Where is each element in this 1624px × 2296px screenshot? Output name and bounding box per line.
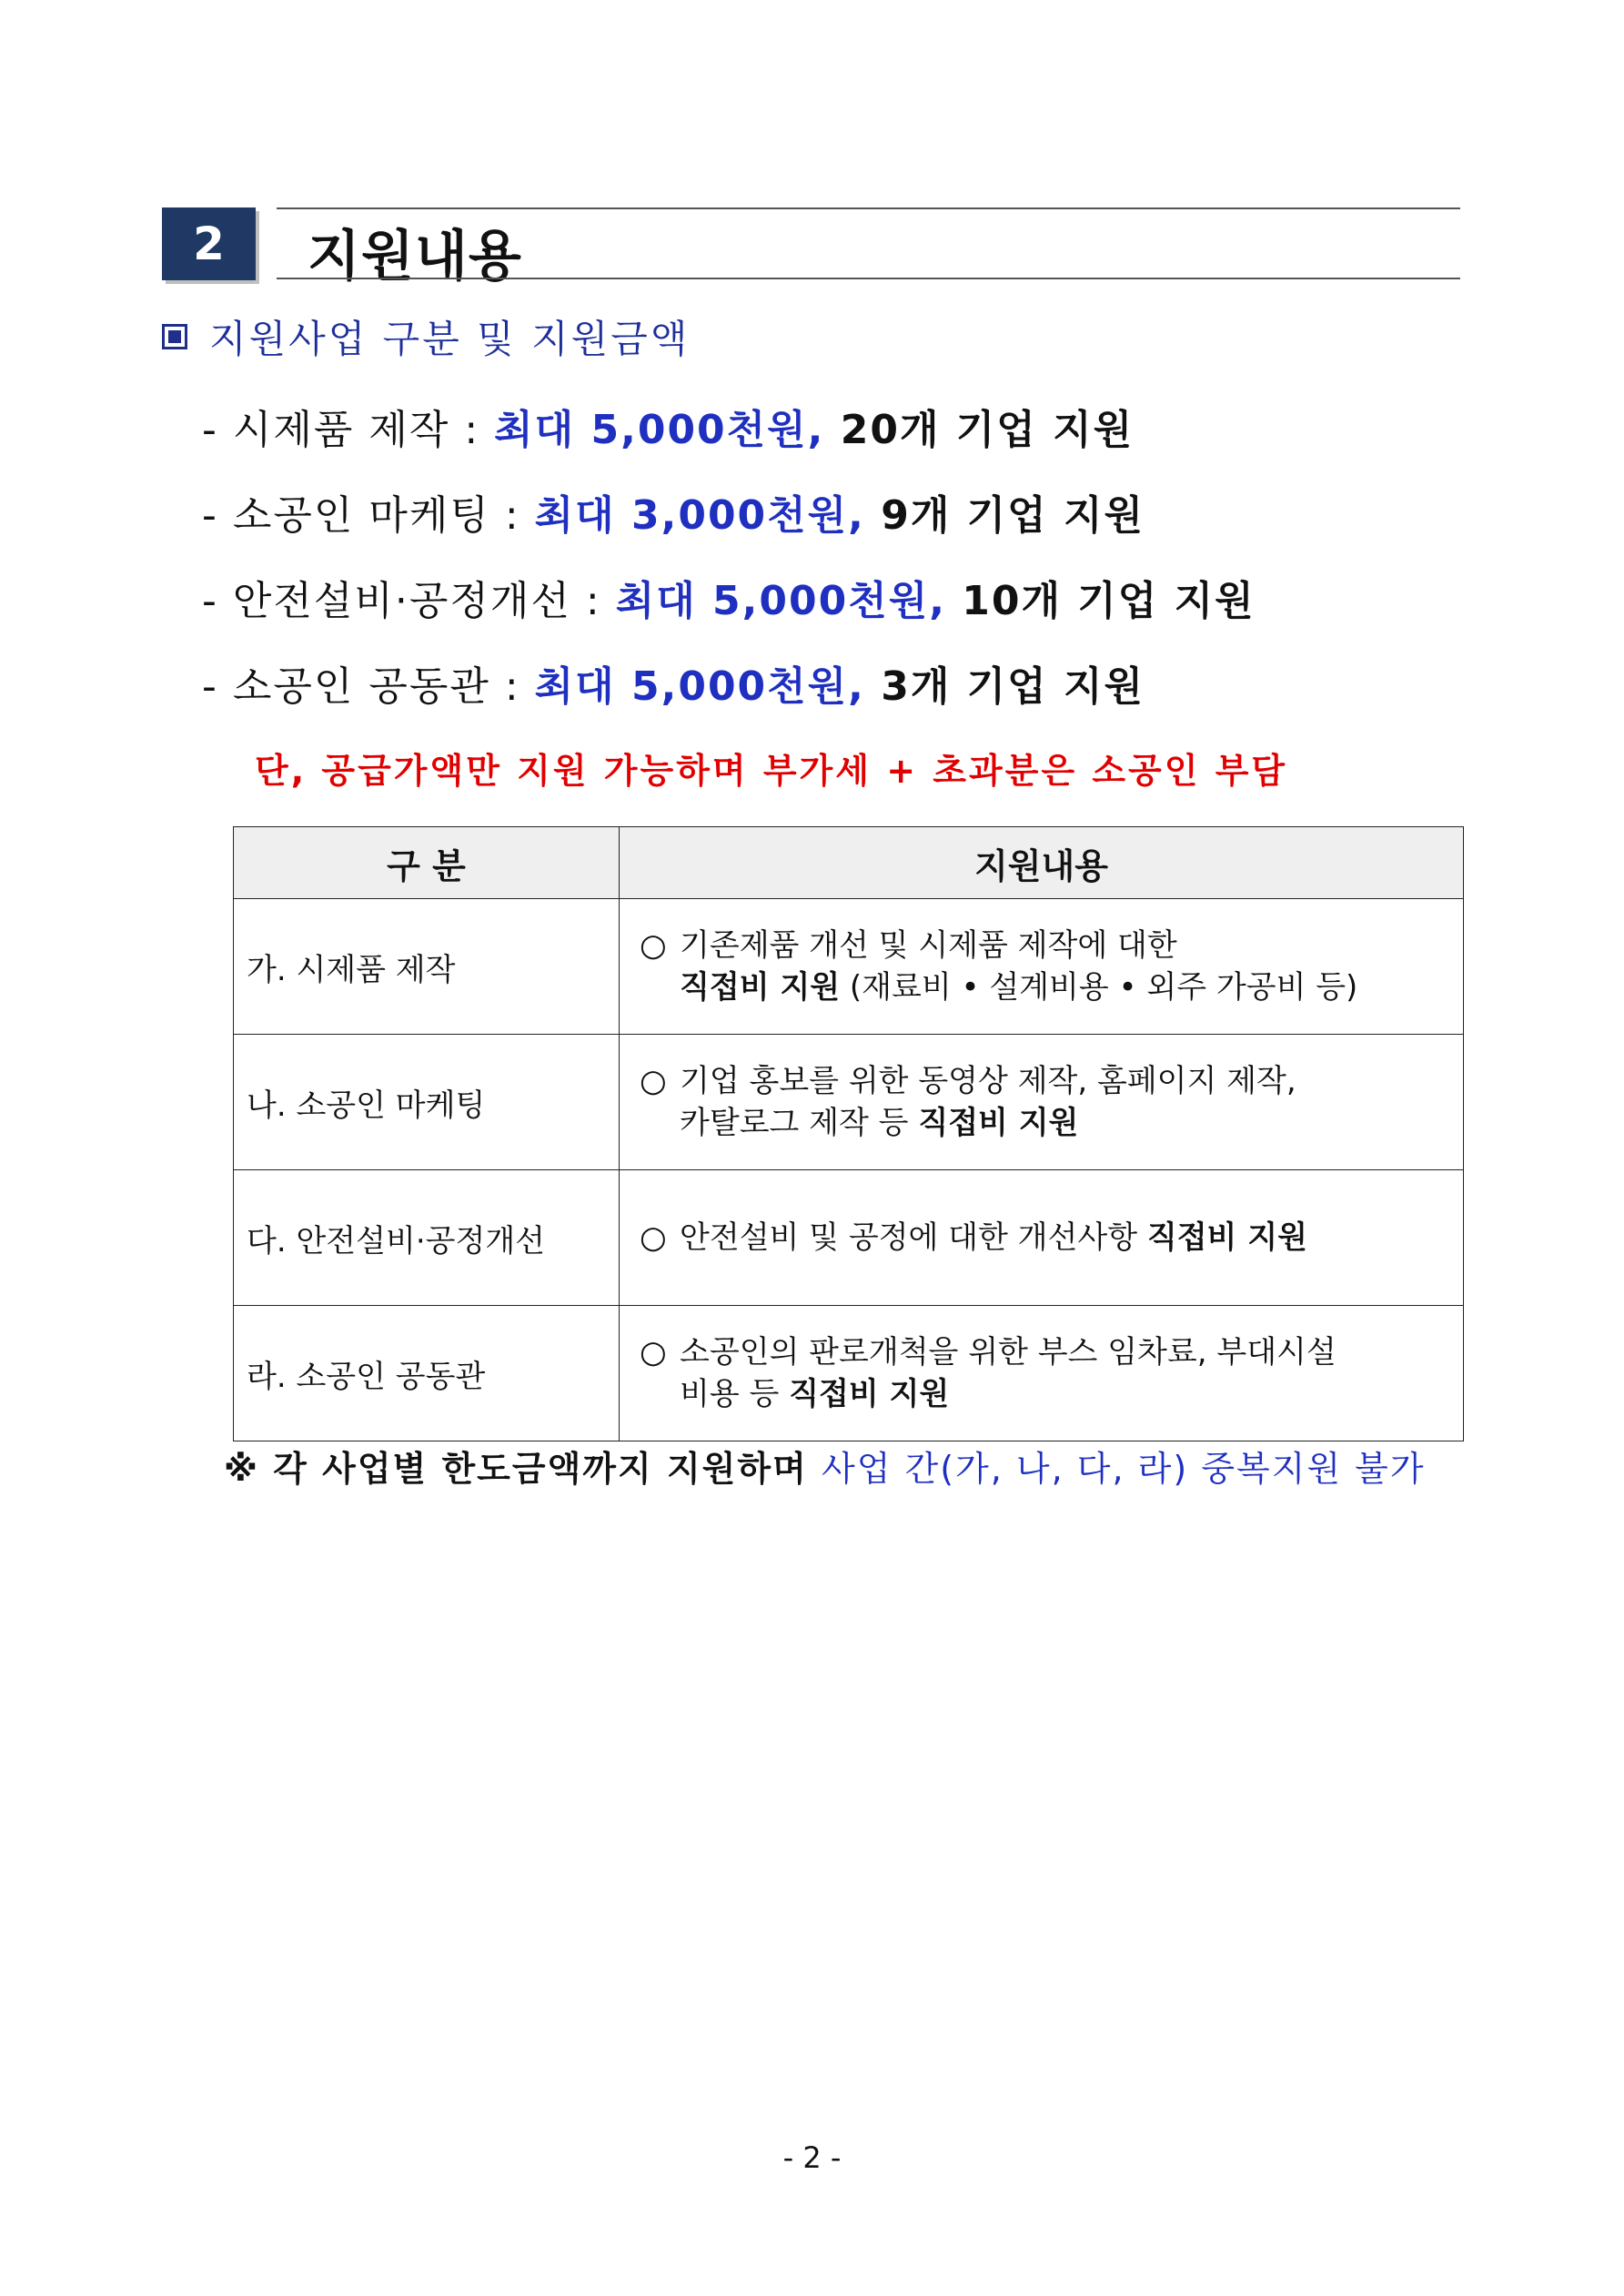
- section-title: 지원내용: [308, 225, 522, 288]
- page-number: - 2 -: [782, 2140, 842, 2175]
- row-content: ○ 소공인의 판로개척을 위한 부스 임차료, 부대시설 비용 등 직접비 지원: [620, 1306, 1464, 1441]
- row-content: ○ 기존제품 개선 및 시제품 제작에 대한 직접비 지원 (재료비 • 설계비용 • 외주 가공비 등): [620, 899, 1464, 1035]
- row-category: 가. 시제품 제작: [234, 899, 620, 1035]
- item-count: 10개 기업 지원: [945, 578, 1256, 624]
- section-number: 2: [162, 207, 256, 280]
- item-label: - 소공인 공동관 :: [202, 663, 535, 710]
- list-item: [202, 397, 1256, 482]
- item-count: 20개 기업 지원: [824, 407, 1135, 453]
- item-label: - 안전설비·공정개선 :: [202, 578, 616, 624]
- table-header-row: [234, 827, 1464, 899]
- circle-bullet-icon: ○: [640, 927, 667, 964]
- heading-rule-top: [277, 207, 1460, 209]
- header-category: 구 분: [234, 827, 620, 899]
- item-label: - 시제품 제작 :: [202, 407, 495, 453]
- item-count: 3개 기업 지원: [864, 663, 1145, 710]
- table-row: [234, 1170, 1464, 1306]
- list-item: [202, 568, 1256, 653]
- bottom-notice: ※ 각 사업별 한도금액까지 지원하며 사업 간(가, 나, 다, 라) 중복지원 불가: [224, 1449, 1426, 1489]
- item-amount: 최대 3,000천원,: [534, 492, 865, 539]
- table-row: [234, 1035, 1464, 1170]
- square-bullet-icon: [162, 324, 187, 349]
- table-row: [234, 899, 1464, 1035]
- support-table: [233, 826, 1464, 1441]
- row-category: 라. 소공인 공동관: [234, 1306, 620, 1441]
- subheading-text: 지원사업 구분 및 지원금액: [209, 317, 691, 361]
- row-content: ○ 안전설비 및 공정에 대한 개선사항 직접비 지원: [620, 1170, 1464, 1306]
- list-item: [202, 482, 1256, 568]
- circle-bullet-icon: ○: [640, 1334, 667, 1371]
- subheading: [162, 309, 690, 364]
- support-amount-list: [202, 397, 1256, 739]
- row-category: 나. 소공인 마케팅: [234, 1035, 620, 1170]
- item-amount: 최대 5,000천원,: [615, 578, 946, 624]
- list-item: [202, 653, 1256, 739]
- section-heading: [162, 207, 1460, 288]
- item-amount: 최대 5,000천원,: [494, 407, 825, 453]
- row-category: 다. 안전설비·공정개선: [234, 1170, 620, 1306]
- item-count: 9개 기업 지원: [864, 492, 1145, 539]
- red-notice: 단, 공급가액만 지원 가능하며 부가세 + 초과분은 소공인 부담: [255, 751, 1288, 791]
- circle-bullet-icon: ○: [640, 1219, 667, 1256]
- row-content: ○ 기업 홍보를 위한 동영상 제작, 홈페이지 제작, 카탈로그 제작 등 직접비 지원: [620, 1035, 1464, 1170]
- item-label: - 소공인 마케팅 :: [202, 492, 535, 539]
- table-row: [234, 1306, 1464, 1441]
- header-content: 지원내용: [620, 827, 1464, 899]
- circle-bullet-icon: ○: [640, 1063, 667, 1099]
- item-amount: 최대 5,000천원,: [534, 663, 865, 710]
- heading-rule-bottom: [277, 278, 1460, 279]
